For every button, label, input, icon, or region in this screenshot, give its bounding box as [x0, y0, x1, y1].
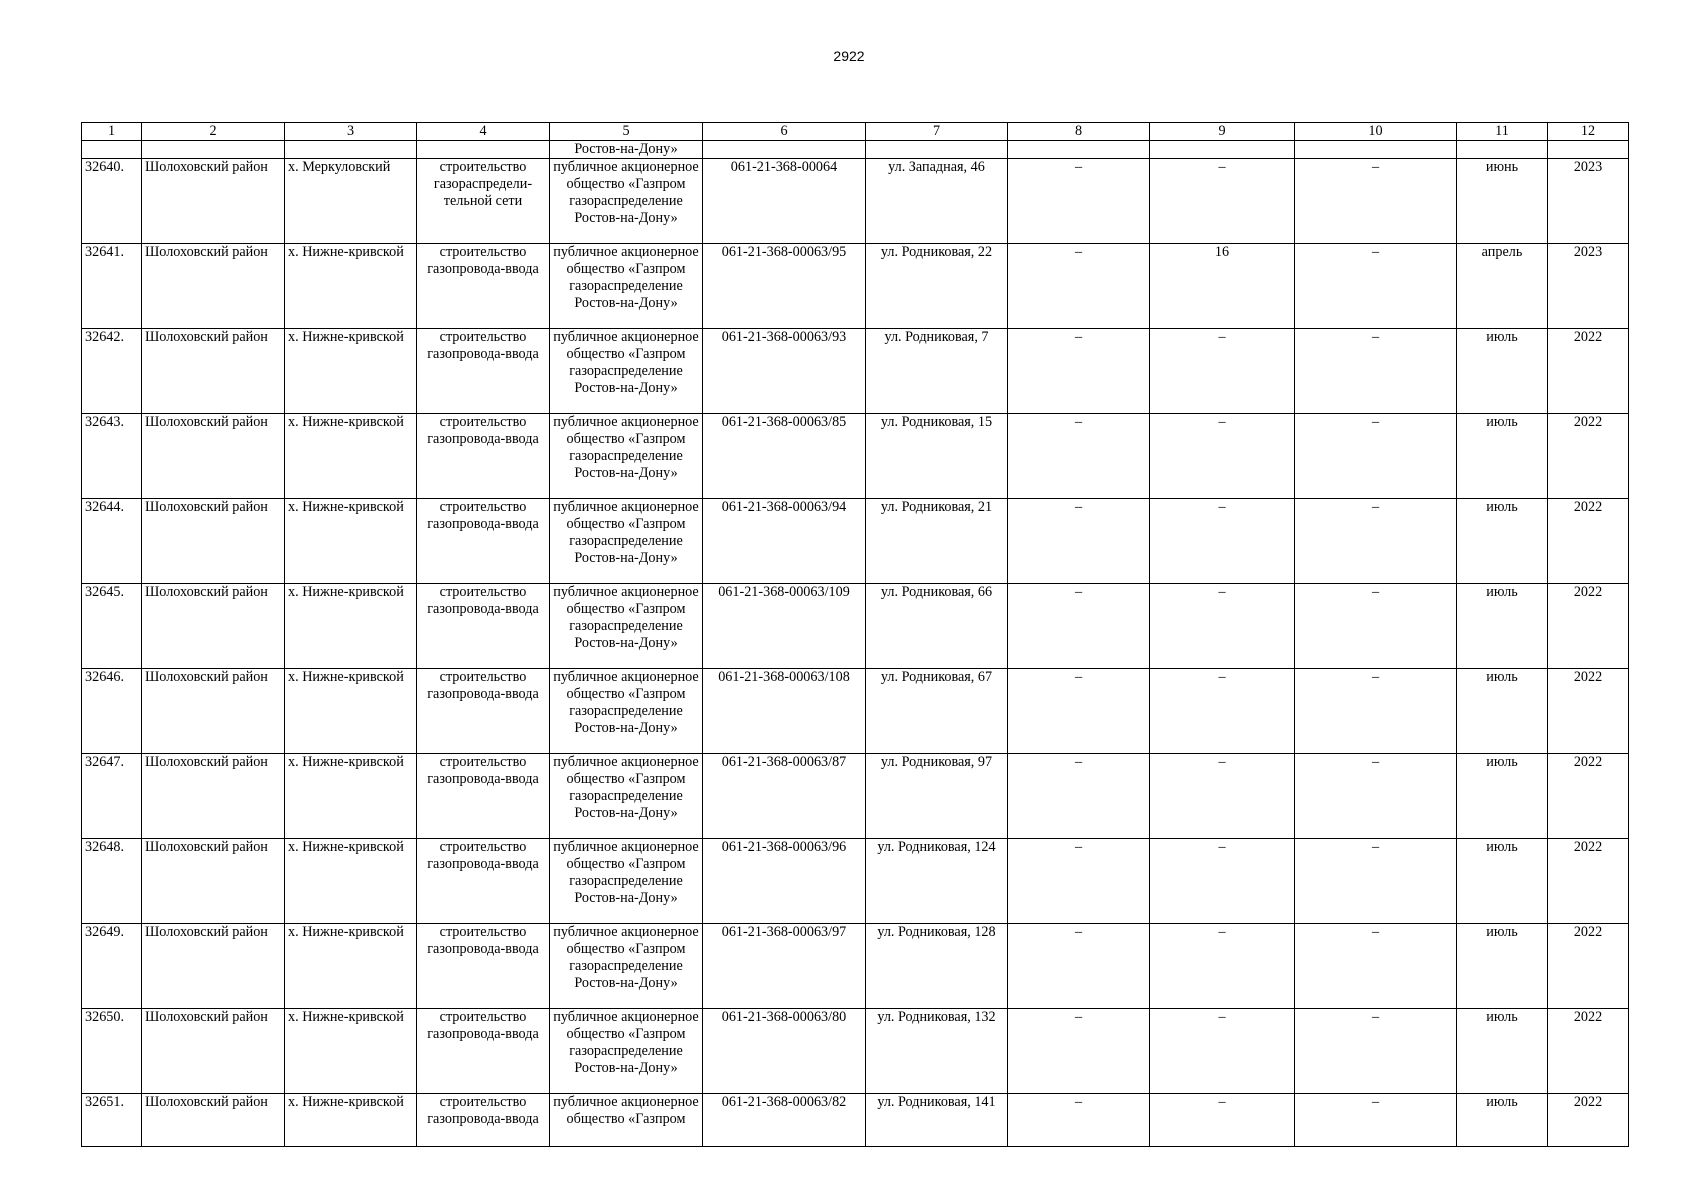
column-9-cell: –	[1150, 159, 1295, 244]
work-type-cell: строительство газопровода-ввода	[417, 754, 550, 839]
column-10-cell: –	[1295, 669, 1457, 754]
table-row	[82, 499, 1629, 584]
column-10-cell: –	[1295, 839, 1457, 924]
column-header: 1	[82, 123, 142, 141]
table-row	[82, 159, 1629, 244]
month-cell: июль	[1457, 414, 1548, 499]
work-type-cell: строительство газопровода-ввода	[417, 414, 550, 499]
column-8-cell: –	[1008, 159, 1150, 244]
column-9-cell: –	[1150, 499, 1295, 584]
settlement-cell: х. Нижне-кривской	[285, 244, 417, 329]
district-cell: Шолоховский район	[142, 584, 285, 669]
row-number-cell: 32648.	[82, 839, 142, 924]
column-header: 5	[550, 123, 703, 141]
work-type-cell: строительство газопровода-ввода	[417, 924, 550, 1009]
object-code-cell: 061-21-368-00063/97	[703, 924, 866, 1009]
column-header: 4	[417, 123, 550, 141]
empty-cell	[142, 141, 285, 159]
column-9-cell: –	[1150, 839, 1295, 924]
empty-cell	[285, 141, 417, 159]
month-cell: июль	[1457, 754, 1548, 839]
operator-cell: публичное акционерное общество «Газпром газораспределение Ростов-на-Дону»	[550, 754, 703, 839]
year-cell: 2022	[1548, 499, 1629, 584]
row-number-cell: 32645.	[82, 584, 142, 669]
district-cell: Шолоховский район	[142, 499, 285, 584]
year-cell: 2022	[1548, 1009, 1629, 1094]
district-cell: Шолоховский район	[142, 329, 285, 414]
address-cell: ул. Западная, 46	[866, 159, 1008, 244]
district-cell: Шолоховский район	[142, 669, 285, 754]
district-cell: Шолоховский район	[142, 754, 285, 839]
object-code-cell: 061-21-368-00064	[703, 159, 866, 244]
column-header: 12	[1548, 123, 1629, 141]
object-code-cell: 061-21-368-00063/93	[703, 329, 866, 414]
object-code-cell: 061-21-368-00063/82	[703, 1094, 866, 1147]
empty-cell	[866, 141, 1008, 159]
address-cell: ул. Родниковая, 141	[866, 1094, 1008, 1147]
column-9-cell: –	[1150, 329, 1295, 414]
column-8-cell: –	[1008, 1094, 1150, 1147]
column-9-cell: –	[1150, 754, 1295, 839]
address-cell: ул. Родниковая, 124	[866, 839, 1008, 924]
operator-cell: публичное акционерное общество «Газпром газораспределение Ростов-на-Дону»	[550, 159, 703, 244]
column-8-cell: –	[1008, 244, 1150, 329]
row-number-cell: 32641.	[82, 244, 142, 329]
table-row	[82, 414, 1629, 499]
month-cell: июль	[1457, 329, 1548, 414]
object-code-cell: 061-21-368-00063/85	[703, 414, 866, 499]
table-row	[82, 1094, 1629, 1147]
empty-cell	[82, 141, 142, 159]
address-cell: ул. Родниковая, 7	[866, 329, 1008, 414]
column-header: 8	[1008, 123, 1150, 141]
year-cell: 2023	[1548, 244, 1629, 329]
object-code-cell: 061-21-368-00063/87	[703, 754, 866, 839]
work-type-cell: строительство газопровода-ввода	[417, 244, 550, 329]
address-cell: ул. Родниковая, 15	[866, 414, 1008, 499]
column-9-cell: –	[1150, 584, 1295, 669]
header-row	[82, 123, 1629, 141]
row-number-cell: 32651.	[82, 1094, 142, 1147]
settlement-cell: х. Меркуловский	[285, 159, 417, 244]
address-cell: ул. Родниковая, 97	[866, 754, 1008, 839]
year-cell: 2022	[1548, 414, 1629, 499]
continuation-row	[82, 141, 1629, 159]
column-8-cell: –	[1008, 754, 1150, 839]
work-type-cell: строительство газопровода-ввода	[417, 839, 550, 924]
column-9-cell: –	[1150, 414, 1295, 499]
settlement-cell: х. Нижне-кривской	[285, 499, 417, 584]
operator-cell: публичное акционерное общество «Газпром газораспределение Ростов-на-Дону»	[550, 839, 703, 924]
work-type-cell: строительство газопровода-ввода	[417, 669, 550, 754]
work-type-cell: строительство газопровода-ввода	[417, 329, 550, 414]
table-row	[82, 669, 1629, 754]
row-number-cell: 32643.	[82, 414, 142, 499]
year-cell: 2022	[1548, 329, 1629, 414]
table-row	[82, 584, 1629, 669]
district-cell: Шолоховский район	[142, 1094, 285, 1147]
settlement-cell: х. Нижне-кривской	[285, 584, 417, 669]
operator-cell: публичное акционерное общество «Газпром газораспределение Ростов-на-Дону»	[550, 244, 703, 329]
empty-cell	[1295, 141, 1457, 159]
work-type-cell: строительство газопровода-ввода	[417, 1009, 550, 1094]
column-10-cell: –	[1295, 584, 1457, 669]
empty-cell	[1548, 141, 1629, 159]
page-number: 2922	[833, 48, 865, 64]
column-10-cell: –	[1295, 924, 1457, 1009]
operator-cell: публичное акционерное общество «Газпром газораспределение Ростов-на-Дону»	[550, 499, 703, 584]
column-header: 9	[1150, 123, 1295, 141]
column-9-cell: –	[1150, 1094, 1295, 1147]
address-cell: ул. Родниковая, 132	[866, 1009, 1008, 1094]
column-8-cell: –	[1008, 669, 1150, 754]
table-row	[82, 1009, 1629, 1094]
object-code-cell: 061-21-368-00063/94	[703, 499, 866, 584]
table-row	[82, 329, 1629, 414]
year-cell: 2022	[1548, 1094, 1629, 1147]
year-cell: 2022	[1548, 584, 1629, 669]
year-cell: 2022	[1548, 924, 1629, 1009]
month-cell: июль	[1457, 1094, 1548, 1147]
operator-cell: публичное акционерное общество «Газпром газораспределение Ростов-на-Дону»	[550, 329, 703, 414]
work-type-cell: строительство газораспредели-тельной сети	[417, 159, 550, 244]
year-cell: 2022	[1548, 669, 1629, 754]
column-10-cell: –	[1295, 159, 1457, 244]
object-code-cell: 061-21-368-00063/109	[703, 584, 866, 669]
column-header: 6	[703, 123, 866, 141]
month-cell: июль	[1457, 584, 1548, 669]
continuation-cell: Ростов-на-Дону»	[550, 141, 703, 159]
object-code-cell: 061-21-368-00063/108	[703, 669, 866, 754]
column-10-cell: –	[1295, 754, 1457, 839]
column-8-cell: –	[1008, 1009, 1150, 1094]
column-10-cell: –	[1295, 414, 1457, 499]
settlement-cell: х. Нижне-кривской	[285, 839, 417, 924]
month-cell: июль	[1457, 669, 1548, 754]
column-8-cell: –	[1008, 584, 1150, 669]
row-number-cell: 32647.	[82, 754, 142, 839]
district-cell: Шолоховский район	[142, 924, 285, 1009]
month-cell: июль	[1457, 839, 1548, 924]
address-cell: ул. Родниковая, 22	[866, 244, 1008, 329]
column-9-cell: –	[1150, 924, 1295, 1009]
column-10-cell: –	[1295, 499, 1457, 584]
district-cell: Шолоховский район	[142, 1009, 285, 1094]
object-code-cell: 061-21-368-00063/80	[703, 1009, 866, 1094]
year-cell: 2022	[1548, 754, 1629, 839]
work-type-cell: строительство газопровода-ввода	[417, 1094, 550, 1147]
work-type-cell: строительство газопровода-ввода	[417, 584, 550, 669]
month-cell: июнь	[1457, 159, 1548, 244]
settlement-cell: х. Нижне-кривской	[285, 414, 417, 499]
district-cell: Шолоховский район	[142, 839, 285, 924]
row-number-cell: 32646.	[82, 669, 142, 754]
column-9-cell: 16	[1150, 244, 1295, 329]
row-number-cell: 32640.	[82, 159, 142, 244]
column-9-cell: –	[1150, 669, 1295, 754]
address-cell: ул. Родниковая, 21	[866, 499, 1008, 584]
empty-cell	[417, 141, 550, 159]
register-table	[81, 122, 1629, 1147]
object-code-cell: 061-21-368-00063/96	[703, 839, 866, 924]
column-8-cell: –	[1008, 329, 1150, 414]
column-9-cell: –	[1150, 1009, 1295, 1094]
month-cell: апрель	[1457, 244, 1548, 329]
settlement-cell: х. Нижне-кривской	[285, 924, 417, 1009]
empty-cell	[703, 141, 866, 159]
column-8-cell: –	[1008, 924, 1150, 1009]
operator-cell: публичное акционерное общество «Газпром газораспределение Ростов-на-Дону»	[550, 584, 703, 669]
district-cell: Шолоховский район	[142, 159, 285, 244]
empty-cell	[1008, 141, 1150, 159]
column-header: 3	[285, 123, 417, 141]
empty-cell	[1457, 141, 1548, 159]
operator-cell: публичное акционерное общество «Газпром газораспределение Ростов-на-Дону»	[550, 1009, 703, 1094]
operator-cell: публичное акционерное общество «Газпром газораспределение Ростов-на-Дону»	[550, 924, 703, 1009]
settlement-cell: х. Нижне-кривской	[285, 329, 417, 414]
column-10-cell: –	[1295, 244, 1457, 329]
year-cell: 2022	[1548, 839, 1629, 924]
table-row	[82, 244, 1629, 329]
column-8-cell: –	[1008, 414, 1150, 499]
column-10-cell: –	[1295, 329, 1457, 414]
operator-cell: публичное акционерное общество «Газпром газораспределение Ростов-на-Дону»	[550, 414, 703, 499]
settlement-cell: х. Нижне-кривской	[285, 1094, 417, 1147]
empty-cell	[1150, 141, 1295, 159]
column-10-cell: –	[1295, 1094, 1457, 1147]
object-code-cell: 061-21-368-00063/95	[703, 244, 866, 329]
table-row	[82, 839, 1629, 924]
row-number-cell: 32650.	[82, 1009, 142, 1094]
row-number-cell: 32644.	[82, 499, 142, 584]
district-cell: Шолоховский район	[142, 414, 285, 499]
operator-cell: публичное акционерное общество «Газпром газораспределение Ростов-на-Дону»	[550, 669, 703, 754]
settlement-cell: х. Нижне-кривской	[285, 1009, 417, 1094]
table-body	[82, 123, 1629, 1147]
column-header: 7	[866, 123, 1008, 141]
column-header: 2	[142, 123, 285, 141]
column-8-cell: –	[1008, 839, 1150, 924]
table-row	[82, 754, 1629, 839]
row-number-cell: 32649.	[82, 924, 142, 1009]
work-type-cell: строительство газопровода-ввода	[417, 499, 550, 584]
column-10-cell: –	[1295, 1009, 1457, 1094]
table-row	[82, 924, 1629, 1009]
month-cell: июль	[1457, 499, 1548, 584]
settlement-cell: х. Нижне-кривской	[285, 754, 417, 839]
address-cell: ул. Родниковая, 128	[866, 924, 1008, 1009]
settlement-cell: х. Нижне-кривской	[285, 669, 417, 754]
row-number-cell: 32642.	[82, 329, 142, 414]
year-cell: 2023	[1548, 159, 1629, 244]
column-header: 10	[1295, 123, 1457, 141]
month-cell: июль	[1457, 924, 1548, 1009]
district-cell: Шолоховский район	[142, 244, 285, 329]
column-8-cell: –	[1008, 499, 1150, 584]
operator-cell: публичное акционерное общество «Газпром	[550, 1094, 703, 1147]
address-cell: ул. Родниковая, 67	[866, 669, 1008, 754]
address-cell: ул. Родниковая, 66	[866, 584, 1008, 669]
column-header: 11	[1457, 123, 1548, 141]
month-cell: июль	[1457, 1009, 1548, 1094]
